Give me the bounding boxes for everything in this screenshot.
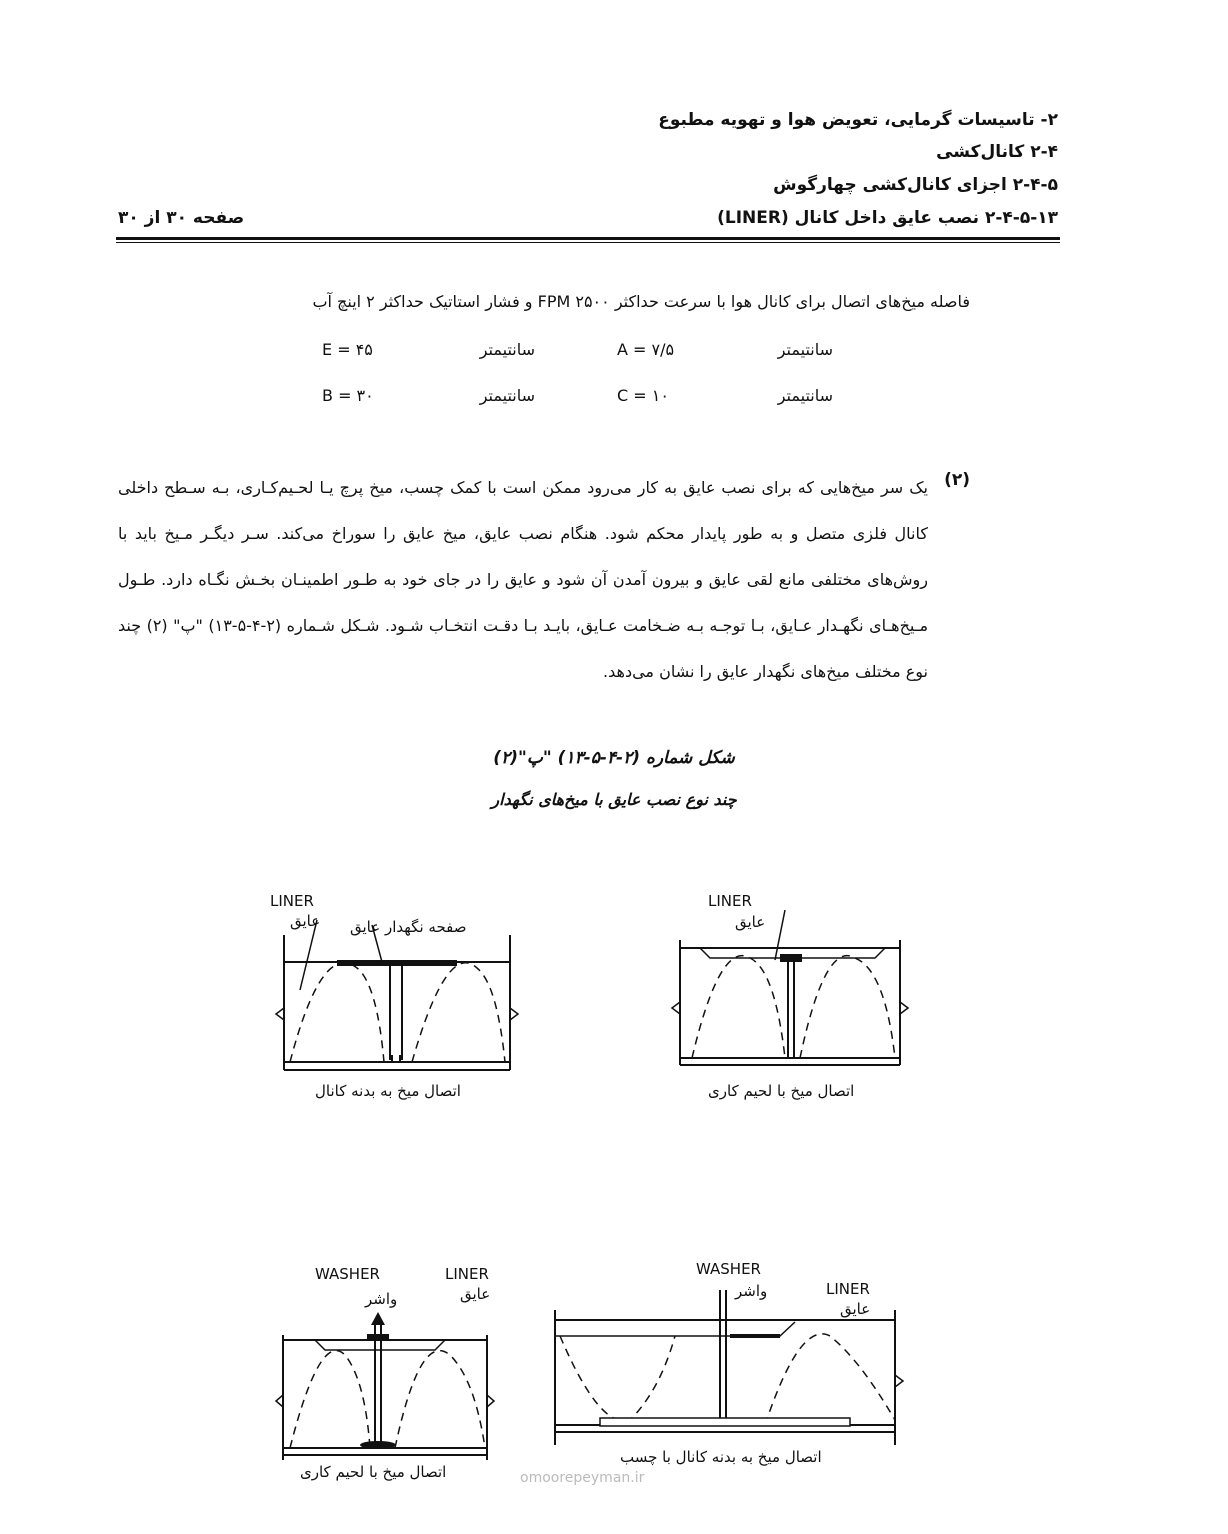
unit-label: سانتیمتر — [777, 340, 833, 359]
figure-title: شکل شماره (۲-۴-۵-۱۳) "پ"(۲) — [493, 748, 735, 768]
liner-label-fa: عایق — [735, 913, 766, 931]
liner-label-fa: عایق — [840, 1300, 871, 1318]
liner-label: LINER — [445, 1265, 489, 1283]
unit-label: سانتیمتر — [777, 386, 833, 405]
unit-label: سانتیمتر — [479, 340, 535, 359]
liner-label: LINER — [826, 1280, 870, 1298]
diagram-caption: اتصال میخ به بدنه کانال — [315, 1082, 461, 1100]
header-line-2: ۲-۴ کانال‌کشی — [936, 142, 1058, 162]
diagram-welded-washer — [275, 1300, 500, 1465]
washer-label-fa: واشر — [735, 1282, 768, 1300]
liner-label-fa: عایق — [460, 1285, 491, 1303]
value-e: E = ۴۵ — [322, 340, 373, 359]
washer-label: WASHER — [315, 1265, 380, 1283]
intro-text: فاصله میخ‌های اتصال برای کانال هوا با سرعت حداکثر FPM ۲۵۰۰ و فشار استاتیک حداکثر ۲ اینچ آب — [312, 292, 970, 311]
retaining-plate-label: صفحه نگهدار عایق — [350, 918, 467, 936]
diagram-pin-to-duct — [262, 880, 522, 1080]
paragraph-text: یک سر میخ‌هایی که برای نصب عایق به کار می‌رود ممکن است با کمک چسب، میخ پرچ یـا لحـیم‌کـاری، بـه سـطح داخلی کانال فلزی متصل و به طور پایدار محکم شود. هنگام نصب عایق، میخ عایق را سوراخ می‌کند. سـر دیگـر مـیخ باید با روش‌های مختلفی مانع لقی عایق و بیرون آمدن آن شود و عایق را در جای خود به طـور اطمینـان بخـش نگـاه دارد. طـول مـیخ‌هـای نگهـدار عـایق، بـا توجـه بـه ضـخامت عـایق، بایـد بـا دقـت انتخـاب شـود. شـکل شـماره (۲-۴-۵-۱۳) "پ" (۲) چند نوع مختلف میخ‌های نگهدار عایق را نشان می‌دهد. — [118, 478, 929, 681]
value-a: A = ۷/۵ — [617, 340, 675, 359]
header-line-4: ۲-۴-۵-۱۳ نصب عایق داخل کانال (LINER) — [717, 208, 1058, 228]
washer-label-fa: واشر — [365, 1290, 398, 1308]
unit-label: سانتیمتر — [479, 386, 535, 405]
header-line-3: ۲-۴-۵ اجزای کانال‌کشی چهارگوش — [773, 175, 1058, 195]
header-line-1: ۲- تاسیسات گرمایی، تعویض هوا و تهویه مطبوع — [658, 110, 1058, 130]
figure-subtitle: چند نوع نصب عایق با میخ‌های نگهدار — [491, 790, 737, 809]
value-b: B = ۳۰ — [322, 386, 374, 405]
page-number: صفحه ۳۰ از ۳۰ — [118, 208, 245, 228]
header-rule-thin — [116, 242, 1060, 243]
value-c: C = ۱۰ — [617, 386, 669, 405]
diagram-caption: اتصال میخ به بدنه کانال با چسب — [620, 1448, 822, 1466]
liner-label: LINER — [708, 892, 752, 910]
liner-label-fa: عایق — [290, 912, 321, 930]
liner-label: LINER — [270, 892, 314, 910]
diagram-caption: اتصال میخ با لحیم کاری — [708, 1082, 855, 1100]
header-rule — [116, 237, 1060, 240]
watermark: omoorepeyman.ir — [520, 1470, 645, 1486]
paragraph-number: (۲) — [944, 470, 970, 490]
diagram-welded-pin — [660, 880, 920, 1080]
diagram-caption: اتصال میخ با لحیم کاری — [300, 1463, 447, 1481]
washer-label: WASHER — [696, 1260, 761, 1278]
